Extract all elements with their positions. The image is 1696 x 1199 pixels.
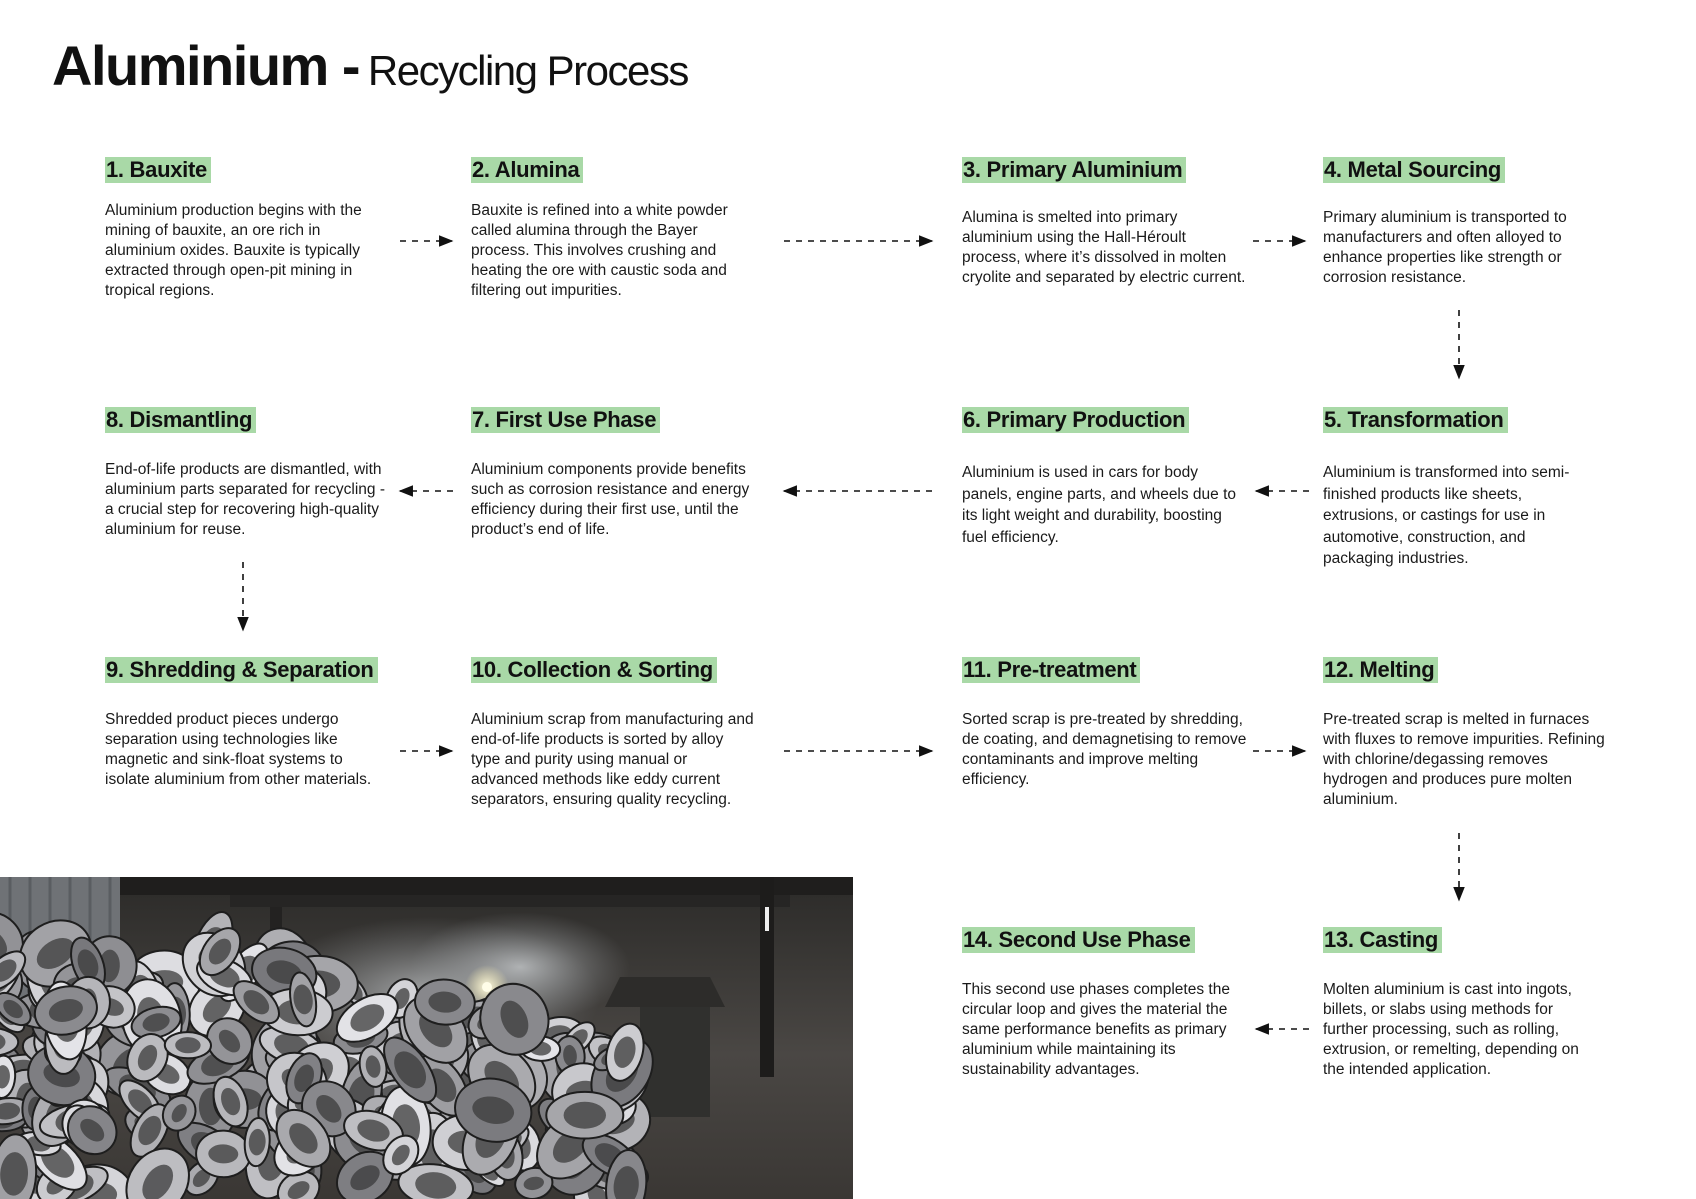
- step-8-dismantling: [105, 407, 395, 540]
- step-title: 12. Melting: [1323, 657, 1438, 683]
- step-description: Aluminium production begins with the mining of bauxite, an ore rich in aluminium oxides. Bauxite is typically extracted through open-pit mining in tropical regions.: [105, 202, 362, 299]
- step-description: Aluminium components provide benefits such as corrosion resistance and energy efficiency during their first use, until the product’s end of life.: [471, 461, 750, 538]
- scrap-aluminium-wheels-photo-icon: [0, 877, 853, 1199]
- step-title: 2. Alumina: [471, 157, 583, 183]
- step-title: 4. Metal Sourcing: [1323, 157, 1505, 183]
- step-5-transformation: [1323, 407, 1613, 570]
- step-4-metal-sourcing: [1323, 157, 1613, 288]
- page-title: [52, 34, 688, 97]
- step-title: 3. Primary Aluminium: [962, 157, 1186, 183]
- page-title-sub: Recycling Process: [367, 47, 688, 94]
- step-1-bauxite: [105, 157, 395, 301]
- step-title: 6. Primary Production: [962, 407, 1189, 433]
- step-title: 7. First Use Phase: [471, 407, 660, 433]
- step-description: Aluminium scrap from manufacturing and end-of-life products is sorted by alloy type and purity using manual or advanced methods like eddy current separators, ensuring quality recycling.: [471, 711, 754, 808]
- scrap-wheels-photo: [0, 877, 853, 1199]
- step-description: Bauxite is refined into a white powder called alumina through the Bayer process. This involves crushing and heating the ore with caustic soda and filtering out impurities.: [471, 202, 728, 299]
- step-10-collection-sorting: [471, 657, 761, 810]
- step-title: 11. Pre-treatment: [962, 657, 1140, 683]
- step-title: 1. Bauxite: [105, 157, 211, 183]
- step-description: End-of-life products are dismantled, with aluminium parts separated for recycling - a crucial step for recovering high-quality aluminium for reuse.: [105, 461, 385, 538]
- page-title-main: Aluminium -: [52, 34, 360, 97]
- step-6-primary-production: [962, 407, 1252, 548]
- step-title: 14. Second Use Phase: [962, 927, 1195, 953]
- step-7-first-use-phase: [471, 407, 761, 540]
- step-11-pre-treatment: [962, 657, 1252, 790]
- step-description: Pre-treated scrap is melted in furnaces with fluxes to remove impurities. Refining with chlorine/degassing removes hydrogen and produces pure molten aluminium.: [1323, 711, 1605, 808]
- step-12-melting: [1323, 657, 1613, 810]
- step-title: 9. Shredding & Separation: [105, 657, 378, 683]
- step-title: 5. Transformation: [1323, 407, 1508, 433]
- step-description: Aluminium is used in cars for body panels, engine parts, and wheels due to its light weight and durability, boosting fuel efficiency.: [962, 464, 1237, 546]
- step-title: 8. Dismantling: [105, 407, 256, 433]
- step-description: Molten aluminium is cast into ingots, billets, or slabs using methods for further processing, such as rolling, extrusion, or remelting, depending on the intended application.: [1323, 981, 1579, 1078]
- step-description: Primary aluminium is transported to manufacturers and often alloyed to enhance properties like strength or corrosion resistance.: [1323, 209, 1567, 286]
- step-description: Aluminium is transformed into semi-finished products like sheets, extrusions, or castings for use in automotive, construction, and packaging industries.: [1323, 464, 1570, 567]
- step-description: This second use phases completes the circular loop and gives the material the same performance benefits as primary aluminium while maintaining its sustainability advantages.: [962, 981, 1230, 1078]
- step-description: Alumina is smelted into primary aluminium using the Hall-Héroult process, where it’s dissolved in molten cryolite and separated by electric current.: [962, 209, 1246, 286]
- step-title: 10. Collection & Sorting: [471, 657, 717, 683]
- step-14-second-use-phase: [962, 927, 1252, 1080]
- step-13-casting: [1323, 927, 1613, 1080]
- step-description: Shredded product pieces undergo separation using technologies like magnetic and sink-float systems to isolate aluminium from other materials.: [105, 711, 372, 788]
- step-description: Sorted scrap is pre-treated by shredding, de coating, and demagnetising to remove contaminants and improve melting efficiency.: [962, 711, 1247, 788]
- step-2-alumina: [471, 157, 761, 301]
- step-9-shredding-separation: [105, 657, 395, 790]
- step-3-primary-aluminium: [962, 157, 1252, 288]
- step-title: 13. Casting: [1323, 927, 1442, 953]
